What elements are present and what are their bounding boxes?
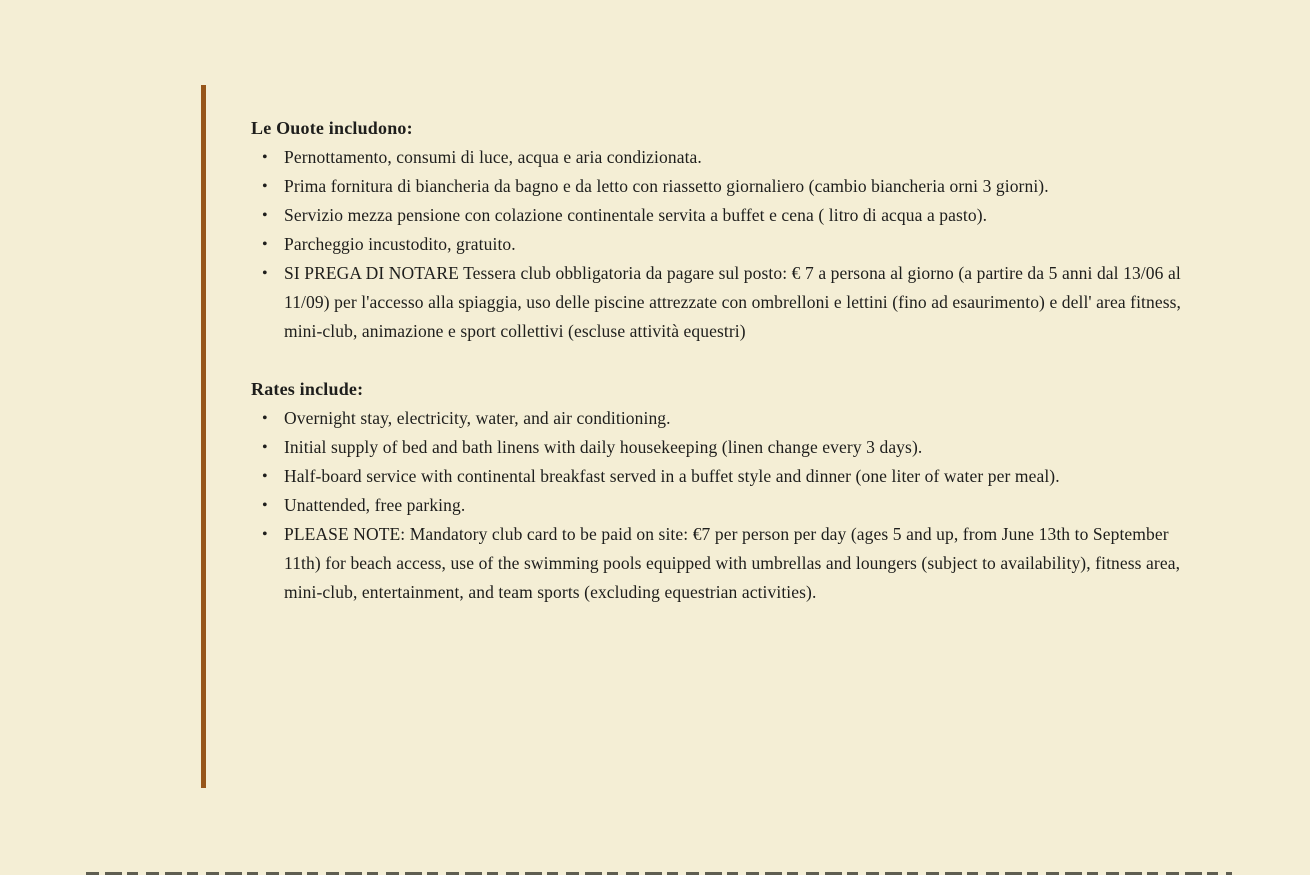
list-item: • Initial supply of bed and bath linens with daily housekeeping (linen change every 3 days). [251,433,1196,462]
list-item: • Servizio mezza pensione con colazione continentale servita a buffet e cena ( litro di acqua a pasto). [251,201,1196,230]
bullet-list-italian [251,143,1196,346]
list-item: • Overnight stay, electricity, water, and air conditioning. [251,404,1196,433]
list-item: • SI PREGA DI NOTARE Tessera club obbligatoria da pagare sul posto: € 7 a persona al giorno (a partire da 5 anni dal 13/06 al 11/09) per l'accesso alla spiaggia, uso delle piscine attrezzate con ombrelloni e lettini (fino ad esaurimento) e dell' area fitness, mini-club, animazione e sport collettivi (escluse attività equestri) [251,259,1196,346]
list-item: • PLEASE NOTE: Mandatory club card to be paid on site: €7 per person per day (ages 5 and up, from June 13th to September 11th) for beach access, use of the swimming pools equipped with umbrellas and loungers (subject to availability), fitness area, mini-club, entertainment, and team sports (excluding equestrian activities). [251,520,1196,607]
list-item: • Parcheggio incustodito, gratuito. [251,230,1196,259]
list-item: • Pernottamento, consumi di luce, acqua e aria condizionata. [251,143,1196,172]
list-item: • Prima fornitura di biancheria da bagno e da letto con riassetto giornaliero (cambio biancheria orni 3 giorni). [251,172,1196,201]
bullet-list-english [251,404,1196,607]
accent-vertical-rule [201,85,206,788]
document-body [251,114,1196,636]
list-item: • Unattended, free parking. [251,491,1196,520]
section-heading-english: Rates include: [251,379,364,399]
section-heading-italian: Le Ouote includono: [251,118,413,138]
section-rates-italian [251,114,1196,346]
list-item: • Half-board service with continental breakfast served in a buffet style and dinner (one liter of water per meal). [251,462,1196,491]
section-rates-english [251,375,1196,607]
